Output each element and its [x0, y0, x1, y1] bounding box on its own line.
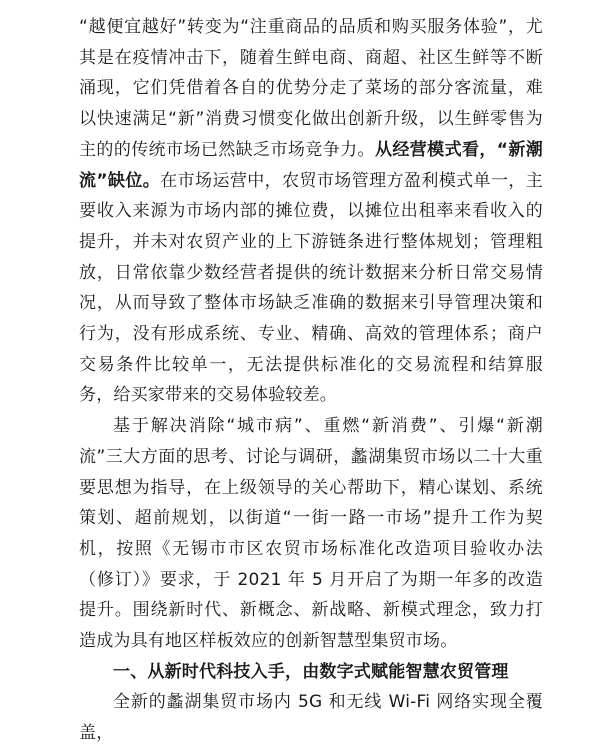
paragraph-2: 基于解决消除“城市病”、重燃“新消费”、引爆“新潮流”三大方面的思考、讨论与调研，蠡湖集贸市场以二十大重要思想为指导，在上级领导的关心帮助下，精心谋划、系统策划、超前规划，以街道“一街一路一市场”提升工作为契机，按照《无锡市市区农贸市场标准化改造项目验收办法（修订）》要求，于 2021 年 5 月开启了为期一年多的改造提升。围绕新时代、新概念、新战略、新模式理念，致力打造成为具有地区样板效应的创新智慧型集贸市场。 — [79, 416, 543, 652]
paragraph-3: 全新的蠡湖集贸市场内 5G 和无线 Wi-Fi 网络实现全覆盖， — [79, 692, 543, 744]
paragraph-1-text-a: “越便宜越好”转变为“注重商品的品质和购买服务体验”，尤其是在疫情冲击下，随着生鲜电商、商超、社区生鲜等不断涌现，它们凭借着各自的优势分走了菜场的部分客流量，难以快速满足“新”消费习惯变化做出创新升级，以生鲜零售为主的的传统市场已然缺乏市场竞争力。 — [79, 17, 543, 160]
section-heading-1: 一、从新时代科技入手，由数字式赋能智慧农贸管理 — [113, 661, 509, 682]
paragraph-1 — [79, 12, 543, 411]
paragraph-1-bold-text: 从经营模式看，“新潮流”缺位。 — [79, 139, 543, 191]
document-page — [79, 12, 543, 749]
paragraph-1-text-b: 在市场运营中，农贸市场管理方盈利模式单一，主要收入来源为市场内部的摊位费，以摊位出租率来看收入的提升，并未对农贸产业的上下游链条进行整体规划；管理粗放，日常依靠少数经营者提供的统计数据来分析日常交易情况，从而导致了整体市场缺乏准确的数据来引导管理决策和行为，没有形成系统、专业、精确、高效的管理体系；商户交易条件比较单一，无法提供标准化的交易流程和结算服务，给买家带来的交易体验较差。 — [79, 170, 543, 406]
